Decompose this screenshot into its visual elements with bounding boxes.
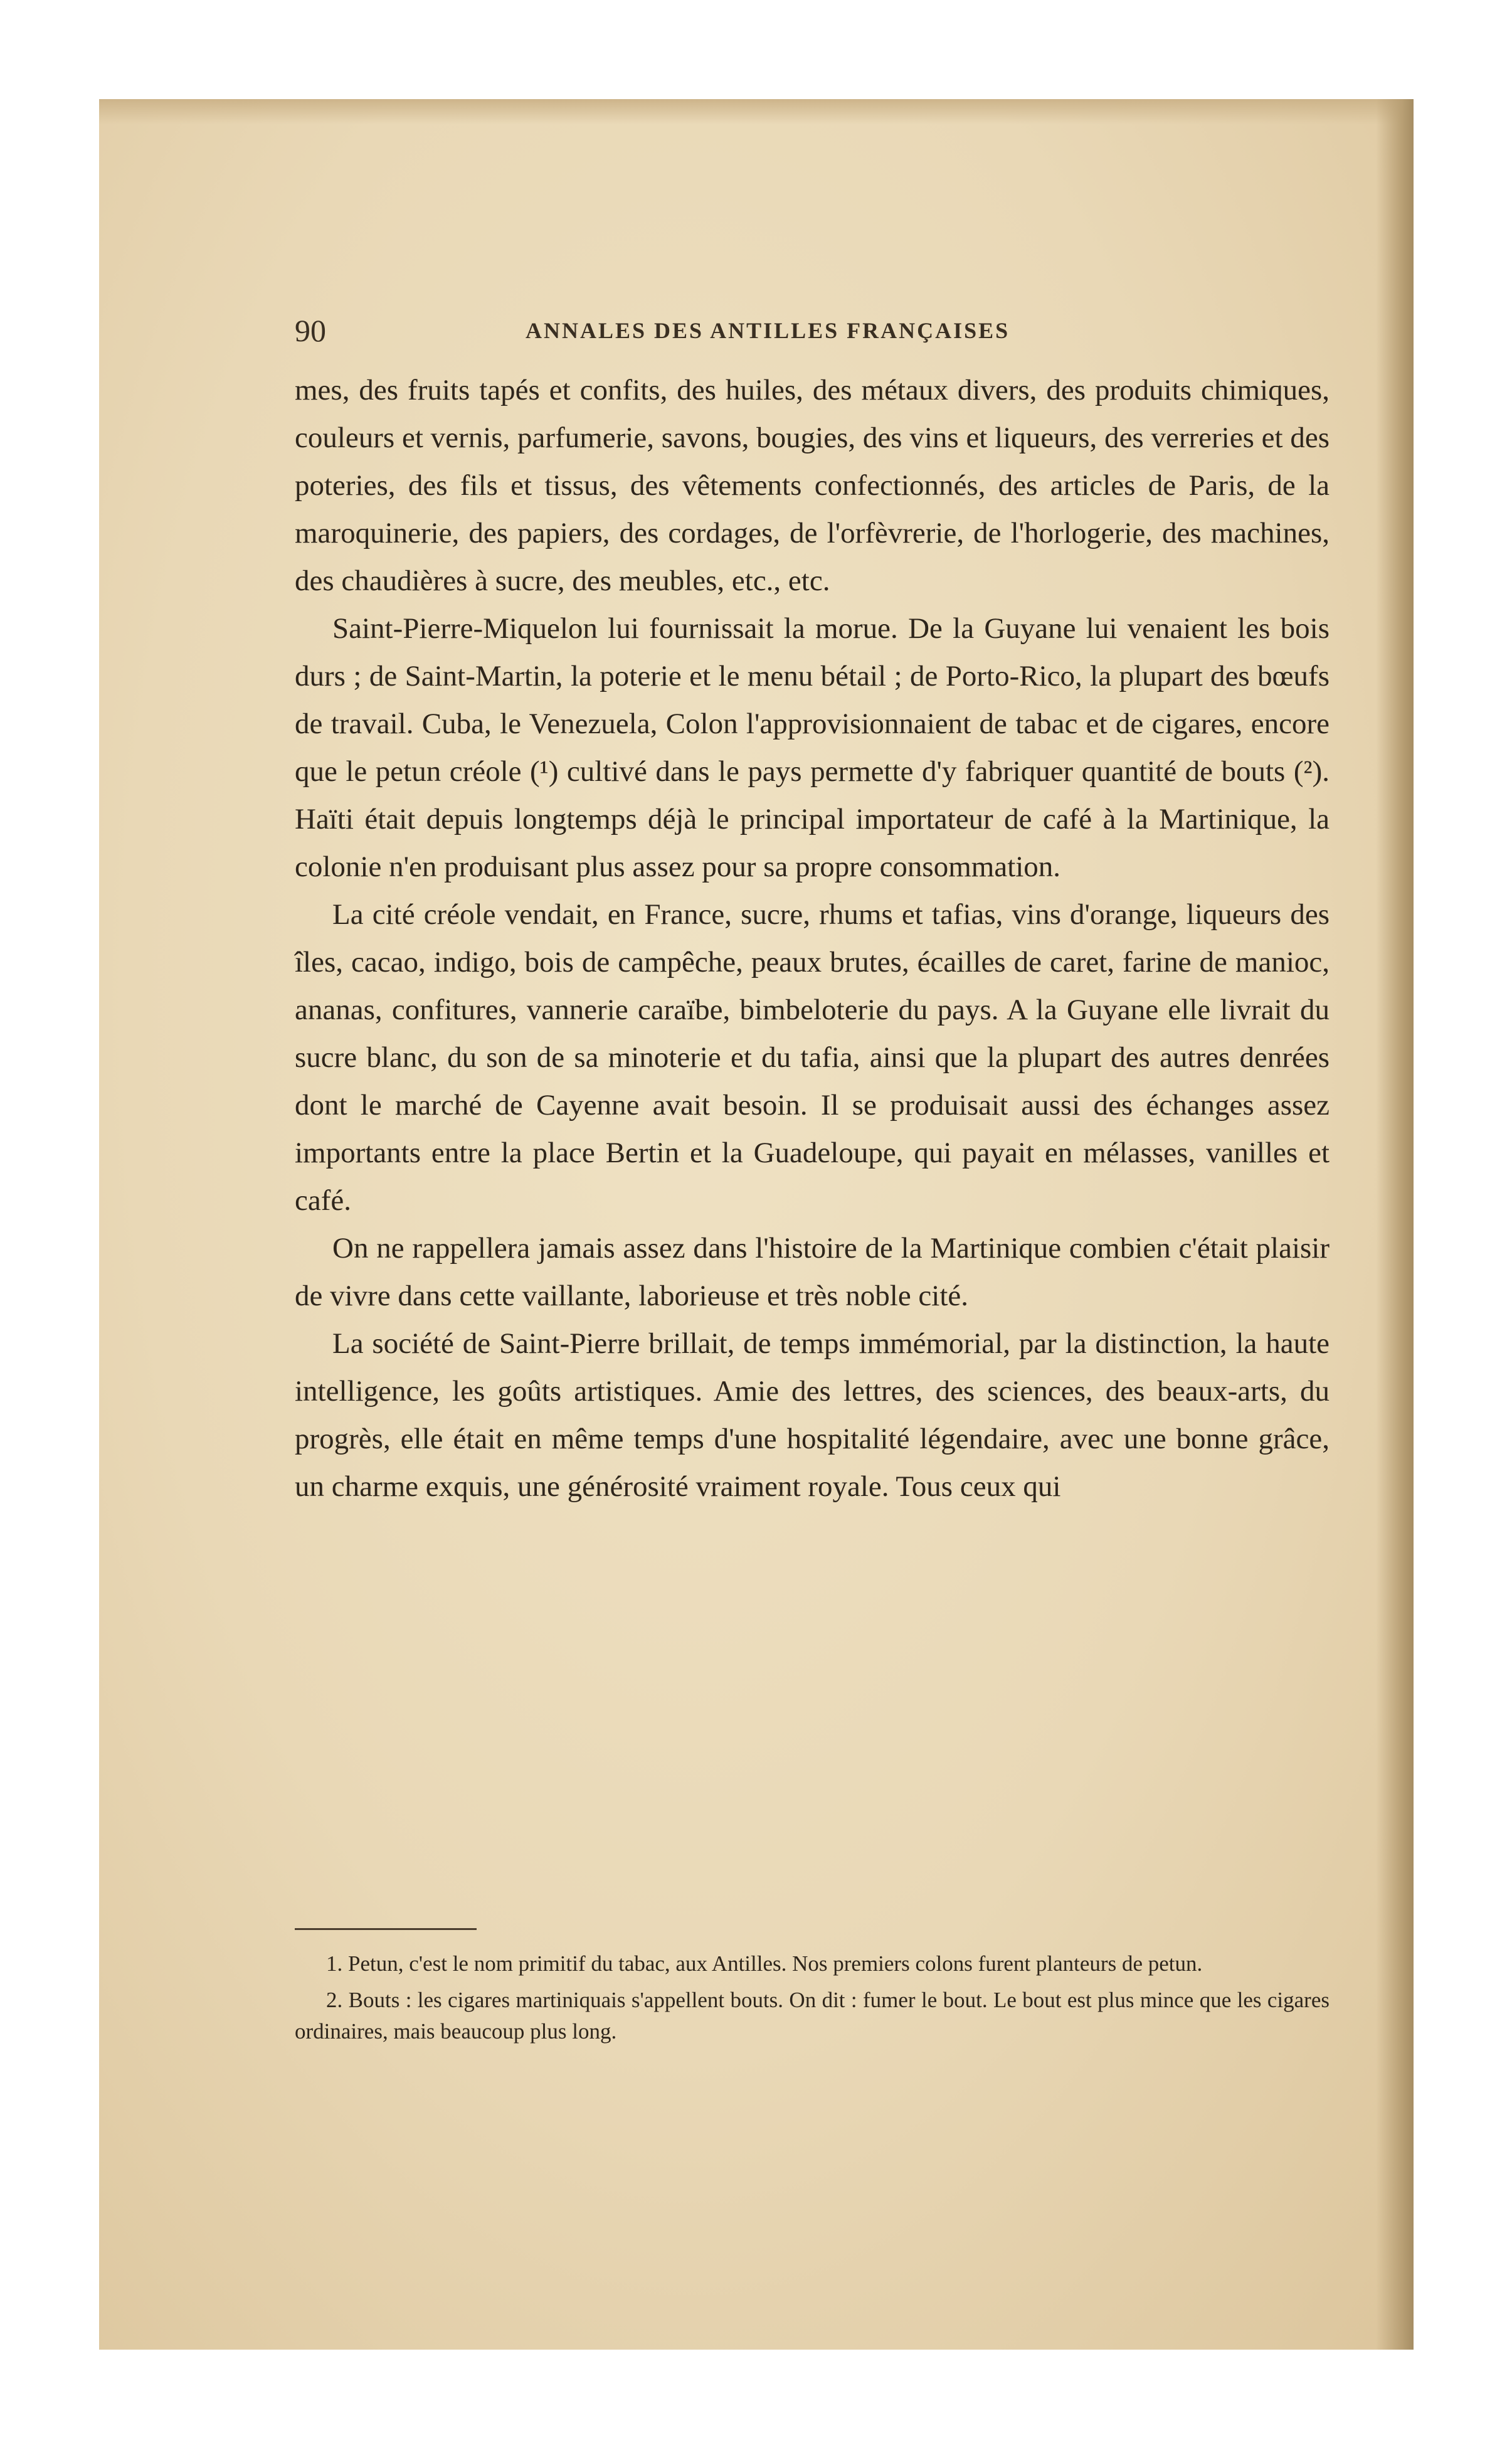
body-text (295, 366, 1330, 1510)
page-number: 90 (295, 313, 326, 348)
footnote-2: 2. Bouts : les cigares martiniquais s'appellent bouts. On dit : fumer le bout. Le bout est plus mince que les cigares ordinaires, mais beaucoup plus long. (295, 1988, 1330, 2044)
footnotes (295, 1948, 1330, 2047)
paragraph-1: mes, des fruits tapés et confits, des huiles, des métaux divers, des produits chimiques, couleurs et vernis, parfumerie, savons, bougies, des vins et liqueurs, des verreries et des poteries, des fils et tissus, des vêtements confectionnés, des articles de Paris, de la maroquinerie, des papiers, des cordages, de l'orfèvrerie, de l'horlogerie, des machines, des chaudières à sucre, des meubles, etc., etc. (295, 374, 1330, 597)
running-title: ANNALES DES ANTILLES FRANÇAISES (526, 318, 1010, 343)
paragraph-5: La société de Saint-Pierre brillait, de temps immémorial, par la distinction, la haute intelligence, les goûts artistiques. Amie des lettres, des sciences, des beaux-arts, du progrès, elle était en même temps d'une hospitalité légendaire, avec une bonne grâce, un charme exquis, une générosité vraiment royale. Tous ceux qui (295, 1327, 1330, 1503)
footnote-1: 1. Petun, c'est le nom primitif du tabac, aux Antilles. Nos premiers colons furent planteurs de petun. (326, 1951, 1203, 1976)
page-header (295, 309, 1330, 353)
paragraph-2: Saint-Pierre-Miquelon lui fournissait la morue. De la Guyane lui venaient les bois durs ; de Saint-Martin, la poterie et le menu bétail ; de Porto-Rico, la plupart des bœufs de travail. Cuba, le Venezuela, Colon l'approvisionnaient de tabac et de cigares, encore que le petun créole (¹) cultivé dans le pays permette d'y fabriquer quantité de bouts (²). Haïti était depuis longtemps déjà le principal importateur de café à la Martinique, la colonie n'en produisant plus assez pour sa propre consommation. (295, 612, 1330, 883)
paragraph-3: La cité créole vendait, en France, sucre, rhums et tafias, vins d'orange, liqueurs des îles, cacao, indigo, bois de campêche, peaux brutes, écailles de caret, farine de manioc, ananas, confitures, vannerie caraïbe, bimbeloterie du pays. A la Guyane elle livrait du sucre blanc, du son de sa minoterie et du tafia, ainsi que la plupart des autres denrées dont le marché de Cayenne avait besoin. Il se produisait aussi des échanges assez importants entre la place Bertin et la Guadeloupe, qui payait en mélasses, vanilles et café. (295, 898, 1330, 1217)
footnote-rule (295, 1928, 477, 1930)
paragraph-4: On ne rappellera jamais assez dans l'histoire de la Martinique combien c'était plaisir de vivre dans cette vaillante, laborieuse et très noble cité. (295, 1232, 1330, 1312)
